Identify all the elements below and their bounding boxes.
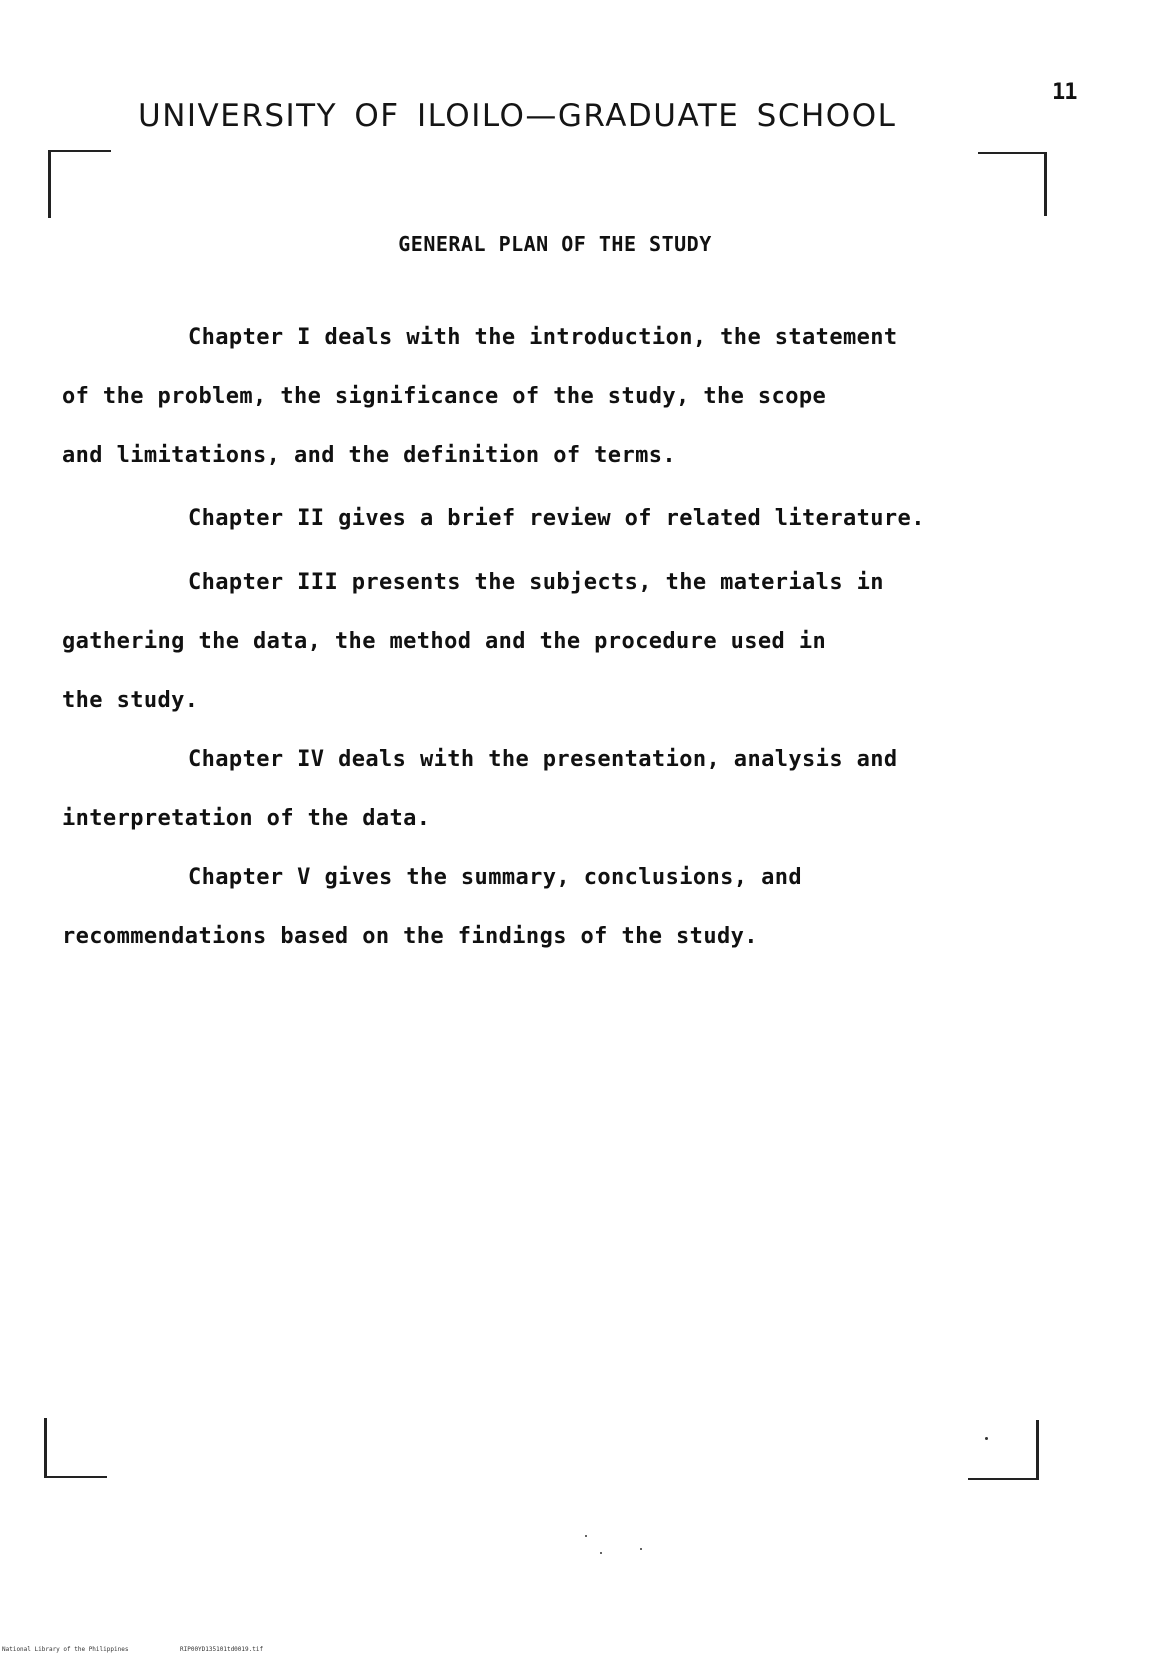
footer-source: National Library of the Philippines bbox=[2, 1646, 129, 1653]
body-line: gathering the data, the method and the procedure used in bbox=[62, 629, 827, 654]
crop-mark-top-left bbox=[48, 150, 111, 218]
body-line: Chapter I deals with the introduction, the statement bbox=[188, 325, 898, 350]
body-line: of the problem, the significance of the study, the scope bbox=[62, 384, 827, 409]
scan-speck bbox=[985, 1437, 988, 1440]
scan-speck bbox=[585, 1535, 587, 1537]
crop-mark-top-right bbox=[978, 152, 1047, 216]
crop-mark-bottom-left bbox=[44, 1418, 107, 1478]
body-line: Chapter V gives the summary, conclusions, and bbox=[188, 865, 803, 890]
letterhead: UNIVERSITY OF ILOILO—GRADUATE SCHOOL bbox=[138, 98, 897, 134]
body-line: interpretation of the data. bbox=[62, 806, 431, 831]
body-line: Chapter II gives a brief review of related literature. bbox=[188, 506, 925, 531]
body-line: and limitations, and the definition of terms. bbox=[62, 443, 677, 468]
body-line: the study. bbox=[62, 688, 199, 713]
body-line: Chapter IV deals with the presentation, analysis and bbox=[188, 747, 898, 772]
body-line: Chapter III presents the subjects, the materials in bbox=[188, 570, 884, 595]
crop-mark-bottom-right bbox=[968, 1420, 1039, 1480]
page-number: 11 bbox=[1052, 80, 1077, 105]
scan-speck bbox=[640, 1548, 642, 1550]
body-line: recommendations based on the findings of the study. bbox=[62, 924, 758, 949]
scan-speck bbox=[600, 1552, 602, 1554]
document-title: GENERAL PLAN OF THE STUDY bbox=[398, 232, 712, 256]
footer-filename: RIP00YD135101td0019.tif bbox=[180, 1646, 264, 1653]
